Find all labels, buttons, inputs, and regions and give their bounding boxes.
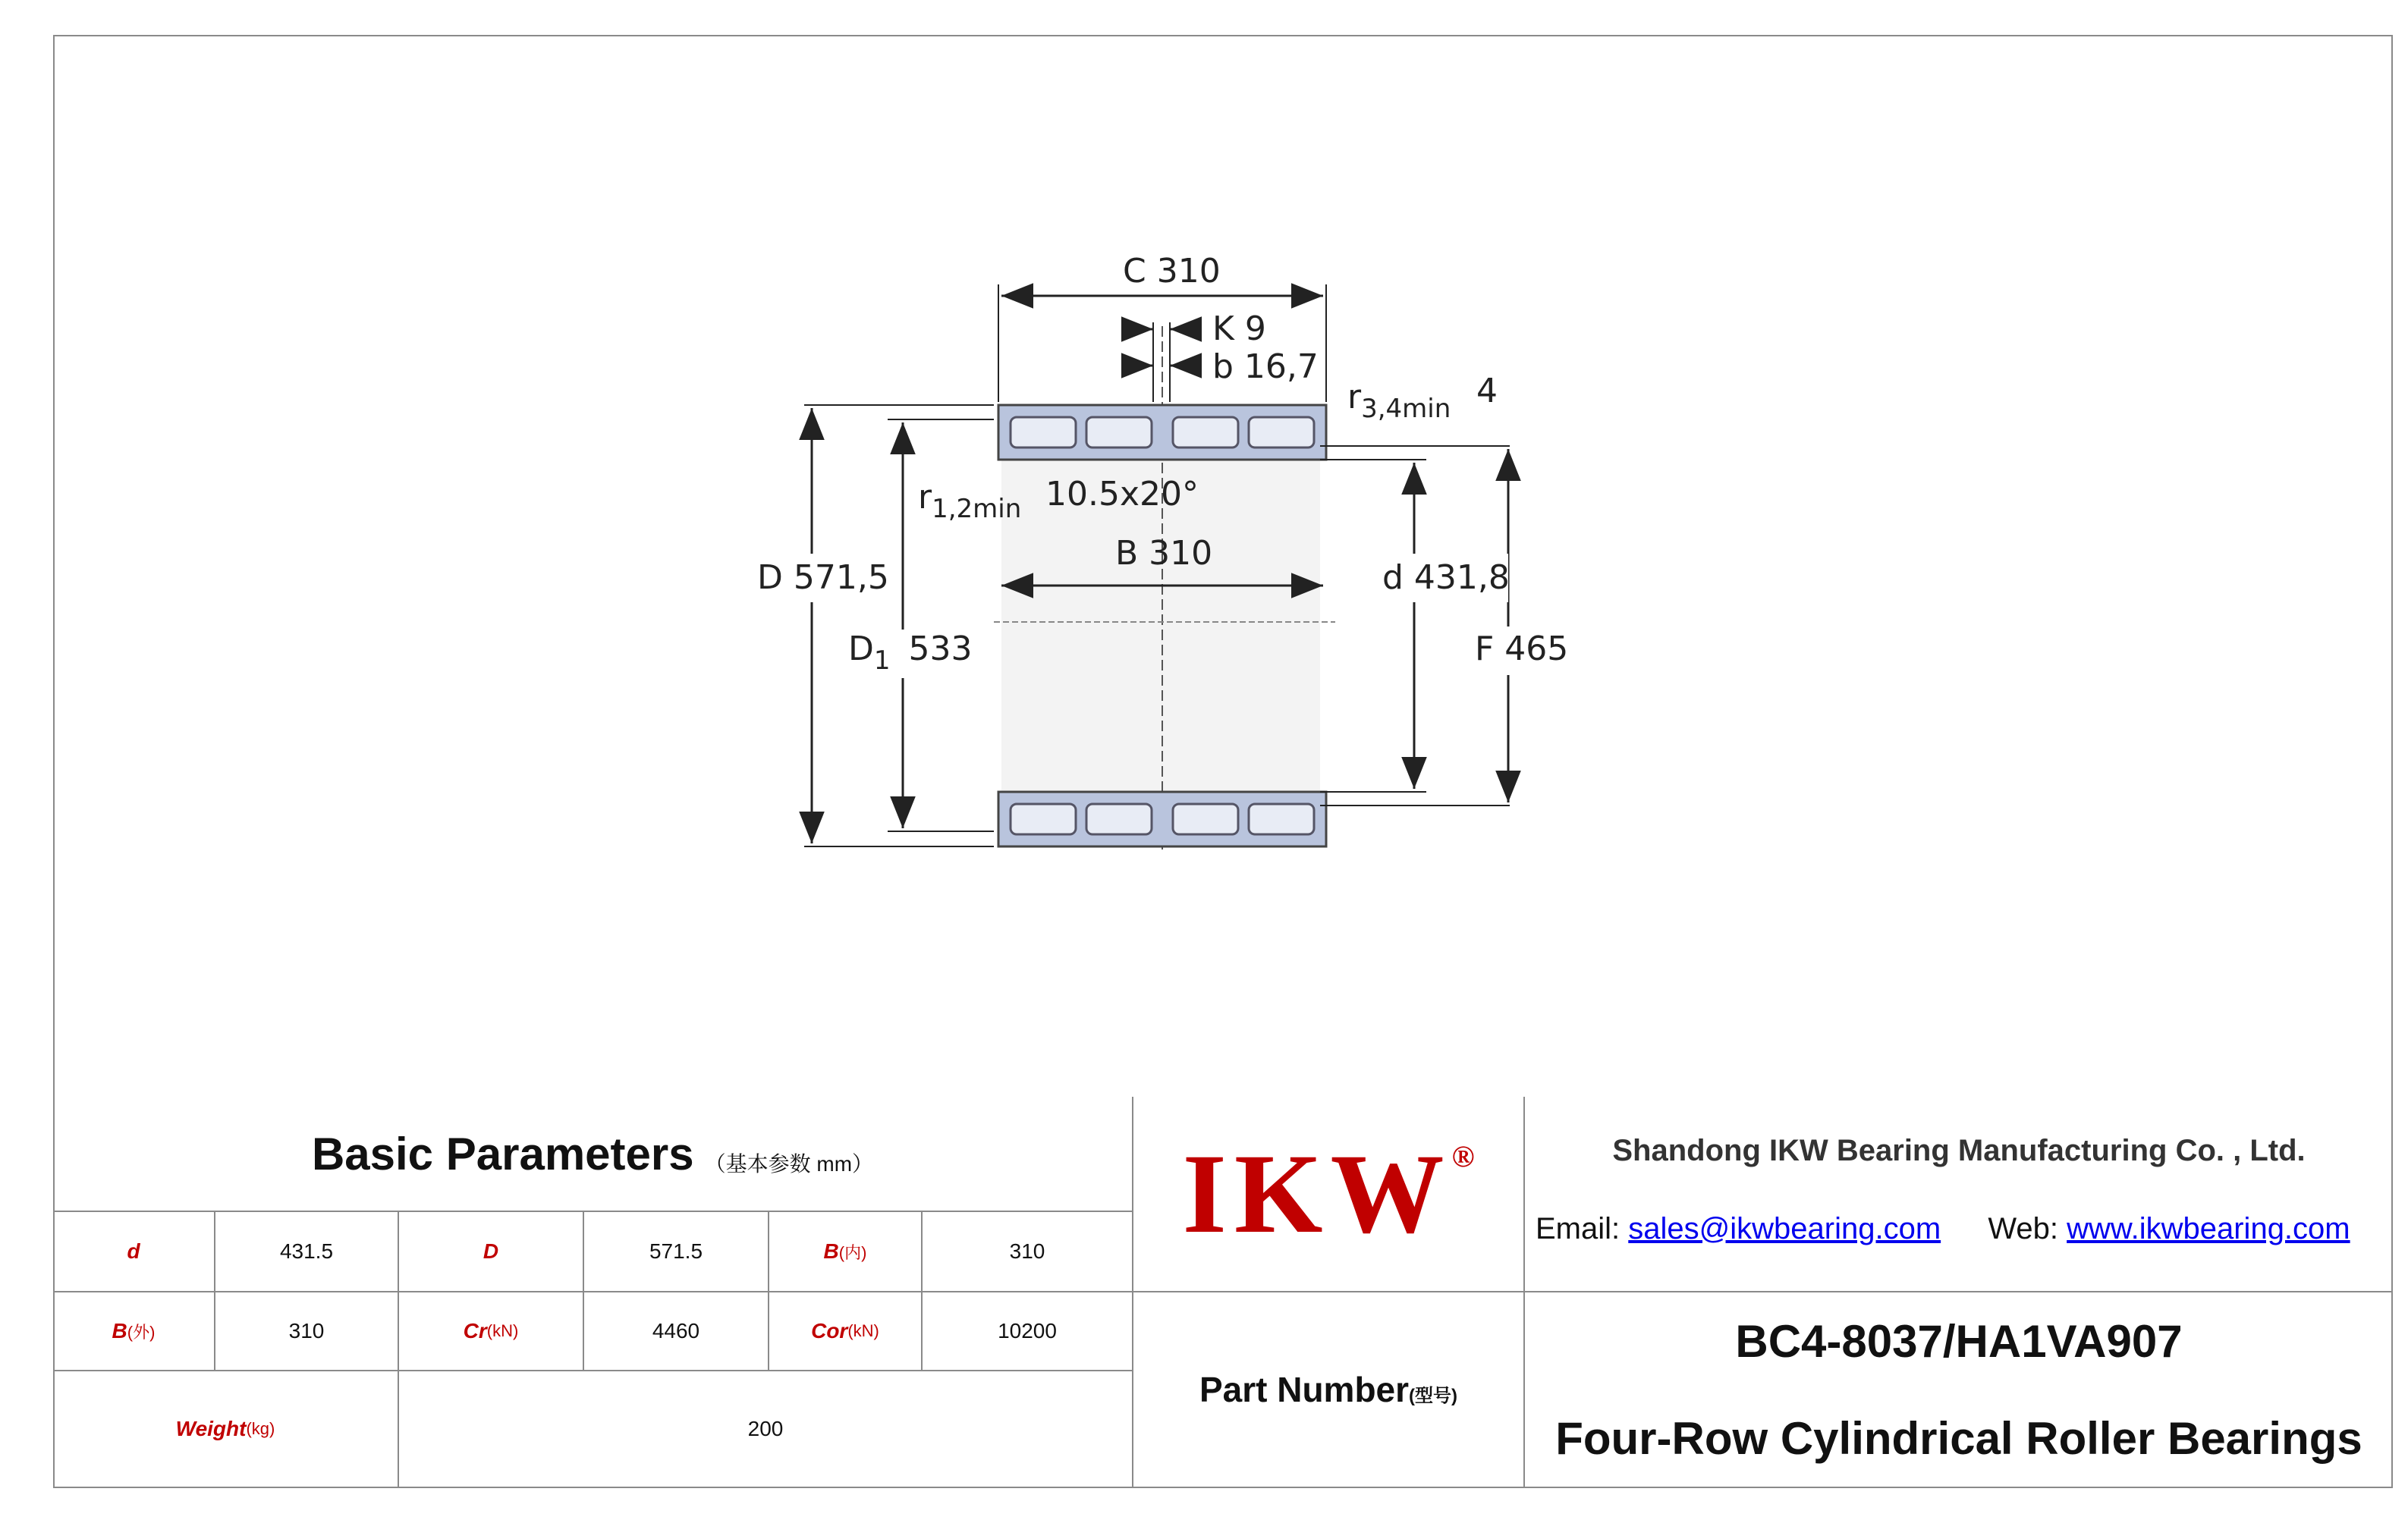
label-F: F 465 bbox=[1475, 630, 1569, 668]
logo-cell bbox=[1133, 1097, 1525, 1292]
param-label-Cor: Cor (kN) bbox=[769, 1292, 923, 1371]
part-info-cell bbox=[1525, 1292, 2393, 1487]
top-roller-row bbox=[998, 405, 1326, 460]
param-value-D: 571.5 bbox=[584, 1212, 769, 1292]
label-D: D 571,5 bbox=[757, 558, 889, 597]
label-K: K 9 bbox=[1212, 309, 1266, 348]
basic-parameters-header bbox=[53, 1097, 1133, 1212]
parameter-table bbox=[53, 1097, 2393, 1488]
param-label-Cr: Cr (kN) bbox=[399, 1292, 584, 1371]
label-b: b 16,7 bbox=[1212, 347, 1319, 386]
web-label: Web: bbox=[1988, 1212, 2059, 1245]
label-D1: $D_1$ 533 bbox=[848, 630, 973, 676]
label-chamfer: 10.5x20° bbox=[1045, 475, 1199, 513]
param-value-weight: 200 bbox=[399, 1371, 1133, 1487]
label-C: C 310 bbox=[1123, 252, 1221, 290]
param-value-B-inner: 310 bbox=[923, 1212, 1133, 1292]
web-link[interactable]: www.ikwbearing.com bbox=[2067, 1212, 2350, 1245]
ikw-logo: IKW bbox=[1182, 1131, 1452, 1257]
basic-parameters-subtitle: （基本参数 mm） bbox=[704, 1152, 874, 1176]
registered-mark: ® bbox=[1451, 1138, 1475, 1173]
param-value-B-outer: 310 bbox=[215, 1292, 399, 1371]
email-link[interactable]: sales@ikwbearing.com bbox=[1628, 1212, 1941, 1245]
label-r12: $r_{1,2min}$ bbox=[918, 478, 1022, 524]
param-value-d: 431.5 bbox=[215, 1212, 399, 1292]
param-label-B-outer: B (外) bbox=[53, 1292, 215, 1371]
email-label: Email: bbox=[1536, 1212, 1621, 1245]
basic-parameters-title: Basic Parameters bbox=[311, 1128, 694, 1179]
part-number-label-cell bbox=[1133, 1292, 1525, 1487]
company-name: Shandong IKW Bearing Manufacturing Co. , Ltd. bbox=[1612, 1134, 2306, 1167]
param-value-Cr: 4460 bbox=[584, 1292, 769, 1371]
label-r34-value: 4 bbox=[1476, 372, 1498, 410]
label-r34: $r_{3,4min}$ bbox=[1347, 378, 1451, 424]
part-number-label: Part Number(型号) bbox=[1199, 1370, 1458, 1409]
param-label-d: d bbox=[53, 1212, 215, 1292]
label-d: d 431,8 bbox=[1382, 558, 1510, 597]
part-number: BC4-8037/HA1VA907 bbox=[1735, 1315, 2183, 1367]
param-value-Cor: 10200 bbox=[923, 1292, 1133, 1371]
label-B: B 310 bbox=[1115, 534, 1213, 573]
bottom-roller-row bbox=[998, 792, 1326, 846]
param-label-B-inner: B (内) bbox=[769, 1212, 923, 1292]
company-cell bbox=[1525, 1097, 2393, 1292]
contact-line bbox=[1536, 1212, 2350, 1246]
part-type: Four-Row Cylindrical Roller Bearings bbox=[1555, 1412, 2362, 1464]
param-label-weight: Weight (kg) bbox=[53, 1371, 399, 1487]
param-label-D: D bbox=[399, 1212, 584, 1292]
